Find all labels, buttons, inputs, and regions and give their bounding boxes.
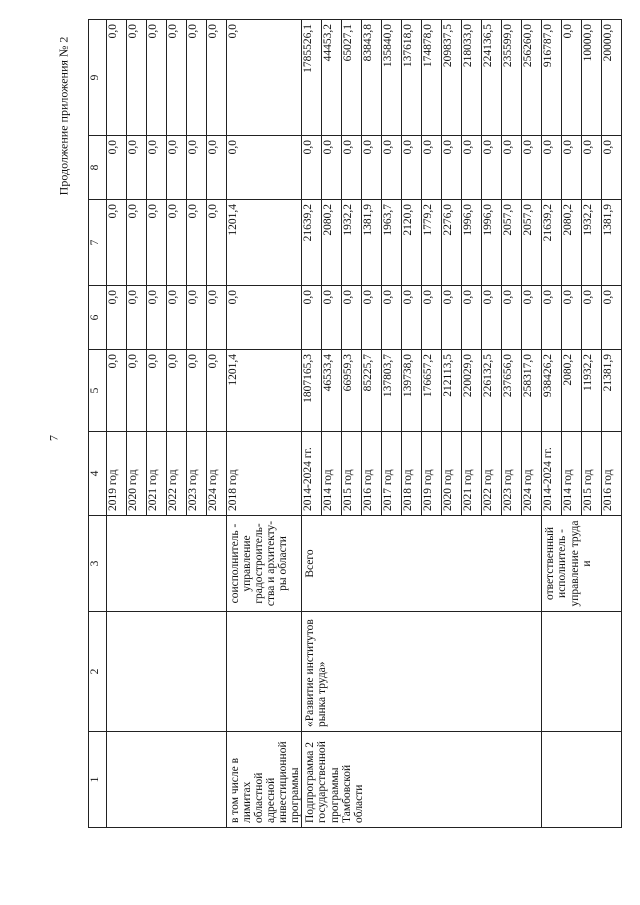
local-cell: 0,0 — [462, 136, 482, 200]
local-cell: 0,0 — [107, 136, 127, 200]
budget-table — [88, 19, 622, 828]
federal-cell: 0,0 — [227, 286, 302, 350]
local-cell: 0,0 — [522, 136, 542, 200]
federal-cell: 0,0 — [502, 286, 522, 350]
total-cell: 11932,2 — [582, 350, 602, 432]
federal-cell: 0,0 — [462, 286, 482, 350]
total-cell: 0,0 — [107, 350, 127, 432]
federal-cell: 0,0 — [147, 286, 167, 350]
other-cell: 135840,0 — [382, 20, 402, 136]
other-cell: 44453,2 — [322, 20, 342, 136]
local-cell: 0,0 — [402, 136, 422, 200]
regional-cell: 0,0 — [127, 200, 147, 286]
period-cell: 2023 год — [502, 432, 522, 516]
total-cell: 46533,4 — [322, 350, 342, 432]
column-number: 7 — [89, 200, 107, 286]
local-cell: 0,0 — [482, 136, 502, 200]
federal-cell: 0,0 — [422, 286, 442, 350]
federal-cell: 0,0 — [442, 286, 462, 350]
executor-cell — [107, 516, 227, 612]
federal-cell: 0,0 — [167, 286, 187, 350]
local-cell: 0,0 — [207, 136, 227, 200]
regional-cell: 0,0 — [147, 200, 167, 286]
total-cell: 0,0 — [147, 350, 167, 432]
total-cell: 0,0 — [167, 350, 187, 432]
rotated-table-sheet — [88, 20, 615, 828]
other-cell: 0,0 — [167, 20, 187, 136]
federal-cell: 0,0 — [382, 286, 402, 350]
federal-cell: 0,0 — [342, 286, 362, 350]
local-cell: 0,0 — [382, 136, 402, 200]
federal-cell: 0,0 — [187, 286, 207, 350]
regional-cell: 1963,7 — [382, 200, 402, 286]
other-cell: 916787,0 — [542, 20, 562, 136]
column-number: 1 — [89, 732, 107, 828]
other-cell: 20000,0 — [602, 20, 622, 136]
local-cell: 0,0 — [422, 136, 442, 200]
total-cell: 0,0 — [207, 350, 227, 432]
regional-cell: 1996,0 — [482, 200, 502, 286]
total-cell: 0,0 — [187, 350, 207, 432]
local-cell: 0,0 — [542, 136, 562, 200]
regional-cell: 2120,0 — [402, 200, 422, 286]
federal-cell: 0,0 — [207, 286, 227, 350]
table-row — [227, 20, 302, 828]
regional-cell: 21639,2 — [302, 200, 322, 286]
regional-cell: 1381,9 — [362, 200, 382, 286]
total-cell: 226132,5 — [482, 350, 502, 432]
period-cell: 2014-2024 гг. — [302, 432, 322, 516]
local-cell: 0,0 — [582, 136, 602, 200]
page-number: 7 — [46, 435, 61, 441]
regional-cell: 2057,0 — [502, 200, 522, 286]
regional-cell: 1996,0 — [462, 200, 482, 286]
period-cell: 2021 год — [462, 432, 482, 516]
period-cell: 2020 год — [442, 432, 462, 516]
period-cell: 2014 год — [562, 432, 582, 516]
federal-cell: 0,0 — [322, 286, 342, 350]
total-cell: 0,0 — [127, 350, 147, 432]
regional-cell: 0,0 — [167, 200, 187, 286]
period-cell: 2014-2024 гг. — [542, 432, 562, 516]
other-cell: 83843,8 — [362, 20, 382, 136]
federal-cell: 0,0 — [522, 286, 542, 350]
executor-cell: Всего — [302, 516, 542, 612]
table-row — [107, 20, 127, 828]
period-cell: 2024 год — [207, 432, 227, 516]
period-cell: 2016 год — [602, 432, 622, 516]
local-cell: 0,0 — [442, 136, 462, 200]
period-cell: 2019 год — [422, 432, 442, 516]
total-cell: 220029,0 — [462, 350, 482, 432]
subprogram-title-cell — [107, 612, 227, 732]
local-cell: 0,0 — [227, 136, 302, 200]
period-cell: 2023 год — [187, 432, 207, 516]
regional-cell: 2057,0 — [522, 200, 542, 286]
federal-cell: 0,0 — [107, 286, 127, 350]
period-cell: 2015 год — [342, 432, 362, 516]
column-number: 2 — [89, 612, 107, 732]
column-number: 9 — [89, 20, 107, 136]
other-cell: 65027,1 — [342, 20, 362, 136]
total-cell: 176657,2 — [422, 350, 442, 432]
budget-table-body — [89, 20, 622, 828]
other-cell: 137618,0 — [402, 20, 422, 136]
other-cell: 1785526,1 — [302, 20, 322, 136]
total-cell: 137803,7 — [382, 350, 402, 432]
other-cell: 209837,5 — [442, 20, 462, 136]
regional-cell: 1932,2 — [582, 200, 602, 286]
period-cell: 2018 год — [402, 432, 422, 516]
federal-cell: 0,0 — [602, 286, 622, 350]
column-number: 4 — [89, 432, 107, 516]
regional-cell: 0,0 — [187, 200, 207, 286]
column-number: 5 — [89, 350, 107, 432]
period-cell: 2020 год — [127, 432, 147, 516]
period-cell: 2022 год — [167, 432, 187, 516]
other-cell: 10000,0 — [582, 20, 602, 136]
total-cell: 1201,4 — [227, 350, 302, 432]
period-cell: 2014 год — [322, 432, 342, 516]
local-cell: 0,0 — [502, 136, 522, 200]
appendix-continuation-heading: Продолжение приложения № 2 — [56, 36, 71, 196]
other-cell: 218033,0 — [462, 20, 482, 136]
other-cell: 174878,0 — [422, 20, 442, 136]
federal-cell: 0,0 — [562, 286, 582, 350]
other-cell: 224136,5 — [482, 20, 502, 136]
subprogram-title-cell — [542, 612, 622, 732]
other-cell: 0,0 — [107, 20, 127, 136]
federal-cell: 0,0 — [482, 286, 502, 350]
other-cell: 256260,0 — [522, 20, 542, 136]
total-cell: 938426,2 — [542, 350, 562, 432]
regional-cell: 1932,2 — [342, 200, 362, 286]
column-number: 6 — [89, 286, 107, 350]
period-cell: 2018 год — [227, 432, 302, 516]
total-cell: 258317,0 — [522, 350, 542, 432]
total-cell: 21381,9 — [602, 350, 622, 432]
federal-cell: 0,0 — [127, 286, 147, 350]
program-name-cell — [542, 732, 622, 828]
local-cell: 0,0 — [562, 136, 582, 200]
regional-cell: 2276,0 — [442, 200, 462, 286]
executor-cell: соисполнитель - управление градостроитель-ства и архитекту-ры области — [227, 516, 302, 612]
period-cell: 2016 год — [362, 432, 382, 516]
other-cell: 235599,0 — [502, 20, 522, 136]
federal-cell: 0,0 — [362, 286, 382, 350]
other-cell: 0,0 — [227, 20, 302, 136]
regional-cell: 1201,4 — [227, 200, 302, 286]
federal-cell: 0,0 — [402, 286, 422, 350]
regional-cell: 1779,2 — [422, 200, 442, 286]
other-cell: 0,0 — [562, 20, 582, 136]
subprogram-title-cell — [227, 612, 302, 732]
table-row — [302, 20, 322, 828]
program-name-cell: Подпрограмма 2 государственной программы Тамбовской области — [302, 732, 542, 828]
other-cell: 0,0 — [147, 20, 167, 136]
program-name-cell: в том числе в лимитах областной адресной инвестиционной программы — [227, 732, 302, 828]
column-number: 8 — [89, 136, 107, 200]
period-cell: 2021 год — [147, 432, 167, 516]
federal-cell: 0,0 — [302, 286, 322, 350]
other-cell: 0,0 — [187, 20, 207, 136]
regional-cell: 0,0 — [107, 200, 127, 286]
local-cell: 0,0 — [167, 136, 187, 200]
total-cell: 66959,3 — [342, 350, 362, 432]
rotated-table-frame — [88, 20, 615, 828]
regional-cell: 2080,2 — [322, 200, 342, 286]
total-cell: 212113,5 — [442, 350, 462, 432]
period-cell: 2019 год — [107, 432, 127, 516]
period-cell: 2022 год — [482, 432, 502, 516]
total-cell: 85225,7 — [362, 350, 382, 432]
local-cell: 0,0 — [342, 136, 362, 200]
federal-cell: 0,0 — [542, 286, 562, 350]
local-cell: 0,0 — [187, 136, 207, 200]
other-cell: 0,0 — [207, 20, 227, 136]
total-cell: 2080,2 — [562, 350, 582, 432]
period-cell: 2024 год — [522, 432, 542, 516]
regional-cell: 1381,9 — [602, 200, 622, 286]
period-cell: 2017 год — [382, 432, 402, 516]
period-cell: 2015 год — [582, 432, 602, 516]
program-name-cell — [107, 732, 227, 828]
federal-cell: 0,0 — [582, 286, 602, 350]
local-cell: 0,0 — [147, 136, 167, 200]
total-cell: 237656,0 — [502, 350, 522, 432]
local-cell: 0,0 — [602, 136, 622, 200]
local-cell: 0,0 — [127, 136, 147, 200]
total-cell: 139738,0 — [402, 350, 422, 432]
regional-cell: 21639,2 — [542, 200, 562, 286]
local-cell: 0,0 — [302, 136, 322, 200]
subprogram-title-cell: «Развитие институтов рынка труда» — [302, 612, 542, 732]
regional-cell: 2080,2 — [562, 200, 582, 286]
local-cell: 0,0 — [322, 136, 342, 200]
column-number-row — [89, 20, 107, 828]
table-row — [542, 20, 562, 828]
other-cell: 0,0 — [127, 20, 147, 136]
executor-cell: ответственный исполнитель - управление труда и — [542, 516, 622, 612]
column-number: 3 — [89, 516, 107, 612]
total-cell: 1807165,3 — [302, 350, 322, 432]
local-cell: 0,0 — [362, 136, 382, 200]
regional-cell: 0,0 — [207, 200, 227, 286]
